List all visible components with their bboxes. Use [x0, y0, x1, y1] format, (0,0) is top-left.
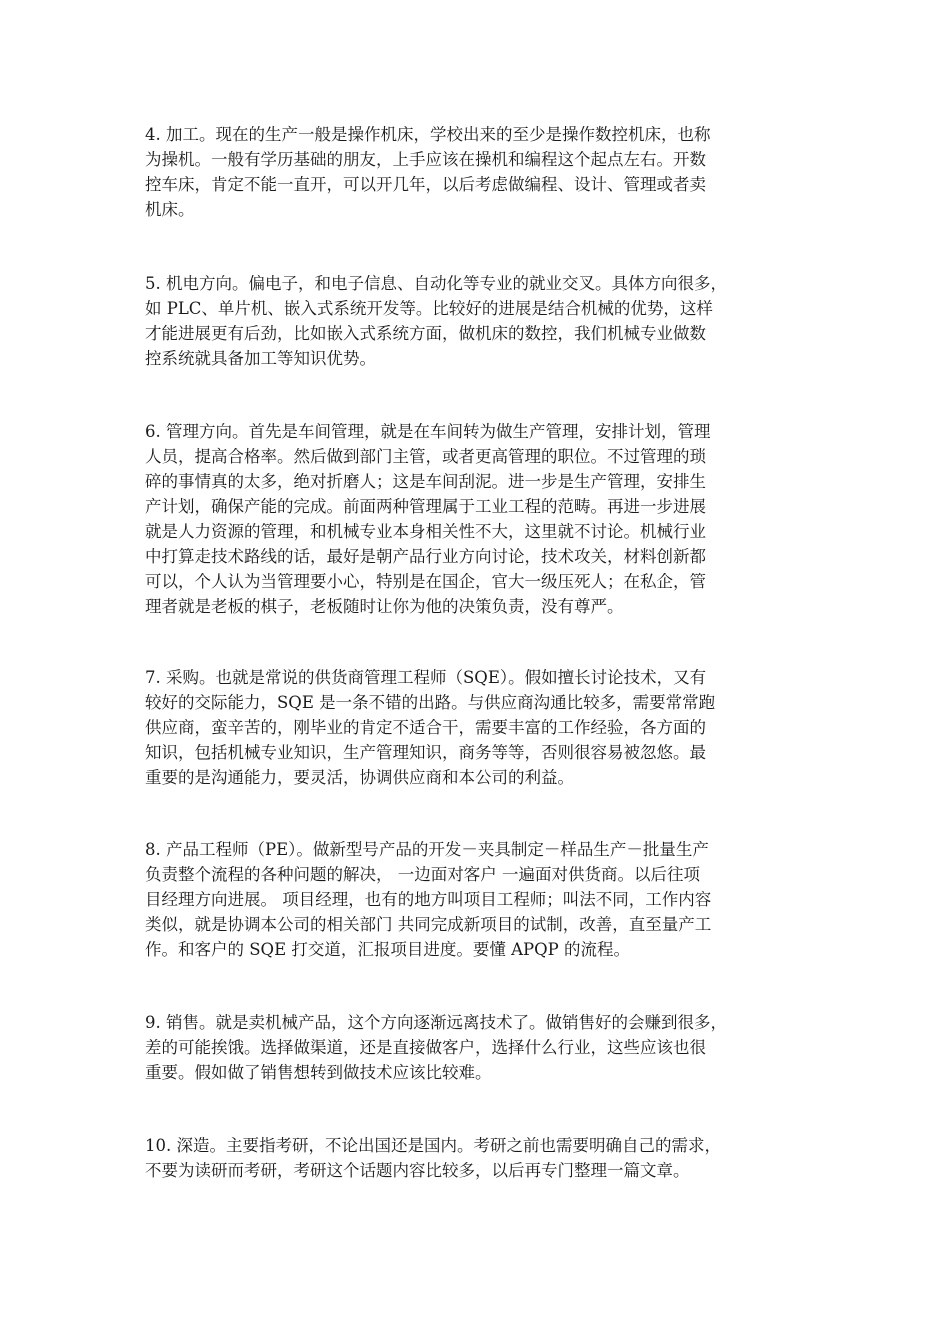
paragraph-line: 控系统就具备加工等知识优势。 [145, 349, 376, 368]
paragraph-line: 4. 加工。现在的生产一般是操作机床，学校出来的至少是操作数控机床，也称 [145, 125, 711, 144]
paragraph-item-6 [145, 419, 815, 619]
paragraph-line: 才能进展更有后劲，比如嵌入式系统方面，做机床的数控，我们机械专业做数 [145, 324, 706, 343]
paragraph-item-10 [145, 1133, 815, 1183]
paragraph-line: 就是人力资源的管理，和机械专业本身相关性不大，这里就不讨论。机械行业 [145, 522, 706, 541]
paragraph-item-4 [145, 122, 815, 222]
paragraph-line: 类似，就是协调本公司的相关部门 共同完成新项目的试制，改善，直至量产工 [145, 915, 712, 934]
paragraph-line: 控车床，肯定不能一直开，可以开几年，以后考虑做编程、设计、管理或者卖 [145, 175, 706, 194]
paragraph-line: 8. 产品工程师（PE）。做新型号产品的开发－夹具制定－样品生产－批量生产 [145, 840, 709, 859]
paragraph-line: 碎的事情真的太多，绝对折磨人；这是车间刮泥。进一步是生产管理，安排生 [145, 472, 706, 491]
paragraph-line: 产计划，确保产能的完成。前面两种管理属于工业工程的范畴。再进一步进展 [145, 497, 706, 516]
paragraph-line: 可以，个人认为当管理要小心，特别是在国企，官大一级压死人；在私企，管 [145, 572, 706, 591]
paragraph-line: 5. 机电方向。偏电子，和电子信息、自动化等专业的就业交叉。具体方向很多， [145, 274, 727, 293]
paragraph-line: 9. 销售。就是卖机械产品，这个方向逐渐远离技术了。做销售好的会赚到很多， [145, 1013, 727, 1032]
paragraph-line: 10. 深造。主要指考研，不论出国还是国内。考研之前也需要明确自己的需求， [145, 1136, 721, 1155]
paragraph-line: 如 PLC、单片机、嵌入式系统开发等。比较好的进展是结合机械的优势，这样 [145, 299, 713, 318]
paragraph-line: 机床。 [145, 200, 195, 219]
paragraph-line: 差的可能挨饿。选择做渠道，还是直接做客户，选择什么行业，这些应该也很 [145, 1038, 706, 1057]
paragraph-line: 目经理方向进展。 项目经理，也有的地方叫项目工程师；叫法不同，工作内容 [145, 890, 712, 909]
paragraph-line: 负责整个流程的各种问题的解决， 一边面对客户 一遍面对供货商。以后往项 [145, 865, 700, 884]
paragraph-line: 较好的交际能力，SQE 是一条不错的出路。与供应商沟通比较多，需要常常跑 [145, 693, 716, 712]
paragraph-line: 重要的是沟通能力，要灵活，协调供应商和本公司的利益。 [145, 768, 574, 787]
paragraph-line: 作。和客户的 SQE 打交道，汇报项目进度。要懂 APQP 的流程。 [145, 940, 631, 959]
paragraph-item-9 [145, 1010, 815, 1085]
paragraph-line: 为操机。一般有学历基础的朋友，上手应该在操机和编程这个起点左右。开数 [145, 150, 706, 169]
paragraph-line: 不要为读研而考研，考研这个话题内容比较多，以后再专门整理一篇文章。 [145, 1161, 690, 1180]
paragraph-item-7 [145, 665, 815, 790]
paragraph-line: 中打算走技术路线的话，最好是朝产品行业方向讨论，技术攻关，材料创新都 [145, 547, 706, 566]
paragraph-line: 6. 管理方向。首先是车间管理，就是在车间转为做生产管理，安排计划，管理 [145, 422, 711, 441]
paragraph-line: 7. 采购。也就是常说的供货商管理工程师（SQE）。假如擅长讨论技术，又有 [145, 668, 707, 687]
paragraph-line: 重要。假如做了销售想转到做技术应该比较难。 [145, 1063, 492, 1082]
paragraph-item-5 [145, 271, 815, 371]
paragraph-line: 知识，包括机械专业知识，生产管理知识，商务等等，否则很容易被忽悠。最 [145, 743, 706, 762]
paragraph-item-8 [145, 837, 815, 962]
paragraph-line: 理者就是老板的棋子，老板随时让你为他的决策负责，没有尊严。 [145, 597, 624, 616]
paragraph-line: 供应商，蛮辛苦的，刚毕业的肯定不适合干，需要丰富的工作经验，各方面的 [145, 718, 706, 737]
paragraph-line: 人员，提高合格率。然后做到部门主管，或者更高管理的职位。不过管理的琐 [145, 447, 706, 466]
